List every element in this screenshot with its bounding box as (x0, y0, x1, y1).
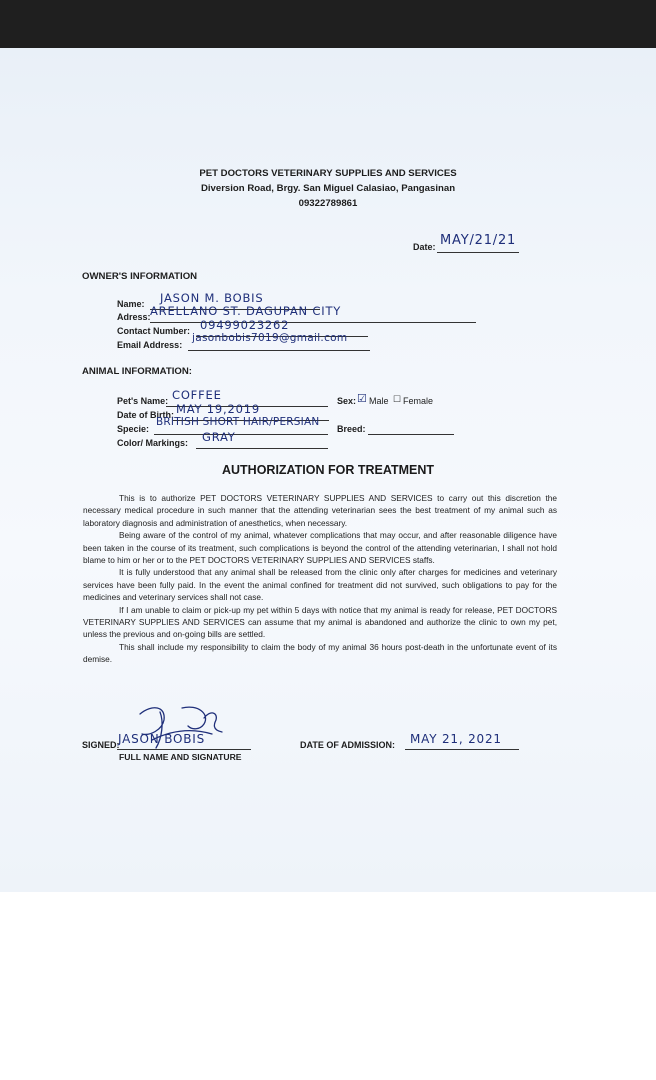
top-dark-bar (0, 0, 656, 48)
authorization-paragraph-4: If I am unable to claim or pick-up my pet within 5 days with notice that my animal is ready for release, PET DOCTORS VETERINARY SUPPLIES AND SERVICES can assume that my animal is abandoned and authorize the clinic to own my pet, unless the previous and on-going bills are settled. (83, 604, 557, 640)
admission-underline (405, 749, 519, 750)
pet-name-value: COFFEE (172, 388, 222, 402)
signature-underline (117, 749, 251, 750)
specie-value: BRITISH SHORT HAIR/PERSIAN (156, 416, 320, 428)
signed-label: SIGNED: (82, 740, 120, 750)
color-label: Color/ Markings: (117, 438, 189, 448)
owner-name-label: Name: (117, 299, 145, 309)
date-underline (437, 252, 519, 253)
breed-label: Breed: (337, 424, 366, 434)
authorization-paragraph-5: This shall include my responsibility to claim the body of my animal 36 hours post-death in the unfortunate event of its demise. (83, 641, 557, 665)
sex-male-label: Male (369, 396, 389, 406)
owner-section-title: OWNER'S INFORMATION (82, 271, 198, 282)
pet-name-label: Pet's Name: (117, 396, 169, 406)
authorization-title: AUTHORIZATION FOR TREATMENT (221, 463, 434, 477)
signature-caption: FULL NAME AND SIGNATURE (119, 752, 242, 762)
company-name: PET DOCTORS VETERINARY SUPPLIES AND SERVICES (199, 168, 457, 179)
owner-email-label: Email Address: (117, 340, 183, 350)
authorization-paragraph-2: Being aware of the control of my animal, whatever complications that may occur, and after reasonable diligence have been taken in the course of its treatment, such complications is beyond the control of the attending veterinarian, I shall not hold blame to him or her or to the PET DOCTORS VETERINARY SUPPLIES AND SERVICES staffs. (83, 530, 557, 566)
sex-male-checkbox[interactable]: ☑ (357, 393, 367, 405)
company-address: Diversion Road, Brgy. San Miguel Calasiao, Pangasinan (200, 183, 456, 194)
signed-value: JASON BOBIS (118, 732, 206, 746)
animal-section-title: ANIMAL INFORMATION: (82, 366, 192, 377)
dob-value: MAY 19,2019 (176, 402, 260, 416)
dob-label: Date of Birth: (117, 410, 174, 420)
color-value: GRAY (202, 430, 236, 444)
date-label: Date: (413, 242, 436, 252)
sex-female-label: Female (403, 396, 434, 406)
handwritten-signature (112, 700, 232, 755)
owner-email-underline (188, 350, 370, 351)
sex-label: Sex: (337, 396, 357, 406)
authorization-body (83, 492, 557, 666)
owner-address-label: Adress: (117, 312, 151, 322)
specie-label: Specie: (117, 424, 150, 434)
date-value: MAY/21/21 (440, 233, 517, 248)
authorization-paragraph-1: This is to authorize PET DOCTORS VETERINARY SUPPLIES AND SERVICES to carry out this discretion the necessary medical procedure in such manner that the attending veterinarian sees the best treatment of my animal such as laboratory diagnosis and administration of anesthetics, when necessary. (83, 493, 557, 528)
owner-address-value: ARELLANO ST. DAGUPAN CITY (150, 304, 342, 318)
owner-name-value: JASON M. BOBIS (160, 291, 264, 305)
owner-email-value: jasonbobis7019@gmail.com (192, 332, 348, 344)
owner-contact-label: Contact Number: (117, 326, 191, 336)
specie-underline (154, 434, 328, 435)
admission-label: DATE OF ADMISSION: (300, 740, 395, 750)
owner-contact-value: 09499023262 (200, 318, 290, 332)
breed-underline (368, 434, 454, 435)
authorization-paragraph-3: It is fully understood that any animal shall be released from the clinic only after charges for medicines and veterinary services have been fully paid. In the event the animal confined for treatment did not survived, such obligations to pay for the medicines and veterinary services shall not case. (83, 567, 557, 603)
company-phone: 09322789861 (298, 198, 358, 209)
sex-female-checkbox[interactable]: ☐ (393, 394, 402, 404)
admission-value: MAY 21, 2021 (410, 732, 502, 746)
color-underline (196, 448, 328, 449)
owner-address-underline (150, 322, 476, 323)
